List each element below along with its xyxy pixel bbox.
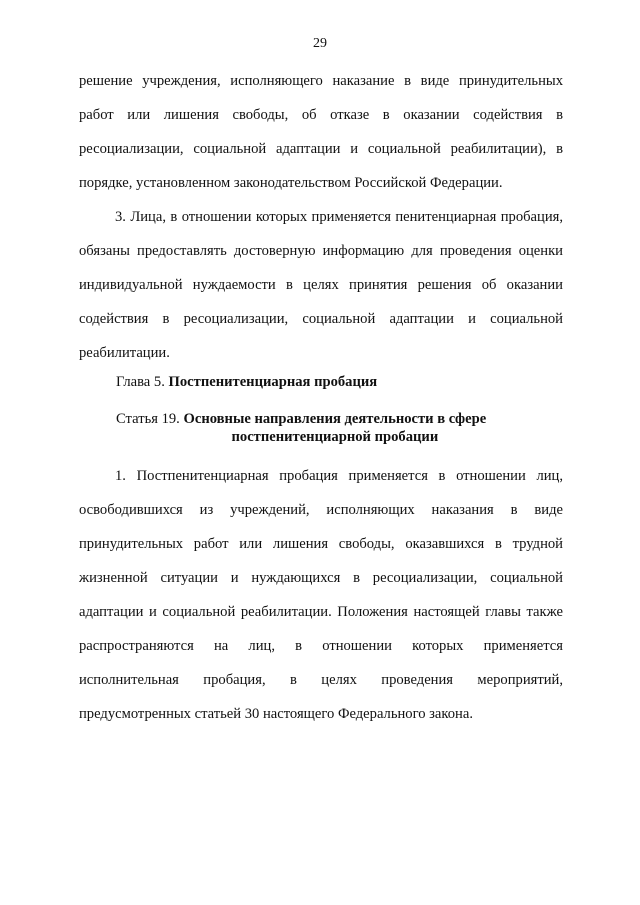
paragraph-item-3 bbox=[79, 200, 563, 370]
chapter-title: Постпенитенциарная пробация bbox=[168, 374, 378, 390]
article-title-line-1: Основные направления деятельности в сфере bbox=[183, 411, 487, 427]
paragraph-item-1 bbox=[79, 459, 563, 731]
paragraph-text: 3. Лица, в отношении которых применяется пенитенциарная пробация, обязаны предоставлять достоверную информацию для проведения оценки индивидуальной нуждаемости в целях принятия решения об оказании содействия в ресоциализации, социальной адаптации и социальной реабилитации. bbox=[79, 209, 563, 361]
article-label: Статья 19. bbox=[116, 411, 180, 427]
page-number: 29 bbox=[313, 36, 327, 51]
paragraph-continuation bbox=[79, 64, 563, 200]
paragraph-text: решение учреждения, исполняющего наказание в виде принудительных работ или лишения свободы, об отказе в оказании содействия в ресоциализации, социальной адаптации и социальной реабилитации), в порядке, установленном законодательством Российской Федерации. bbox=[79, 73, 563, 191]
paragraph-text: 1. Постпенитенциарная пробация применяется в отношении лиц, освободившихся из учреждений, исполняющих наказания в виде принудительных работ или лишения свободы, оказавшихся в трудной жизненной ситуации и нуждающихся в ресоциализации, социальной адаптации и социальной реабилитации. Положения настоящей главы также распространяются на лиц, в отношении которых применяется исполнительная пробация, в целях проведения мероприятий, предусмотренных статьей 30 настоящего Федерального закона. bbox=[79, 468, 563, 722]
article-heading bbox=[116, 410, 486, 446]
chapter-heading bbox=[116, 374, 377, 391]
article-title bbox=[184, 410, 487, 446]
chapter-label: Глава 5. bbox=[116, 374, 165, 390]
article-title-line-2: постпенитенциарной пробации bbox=[231, 429, 439, 445]
